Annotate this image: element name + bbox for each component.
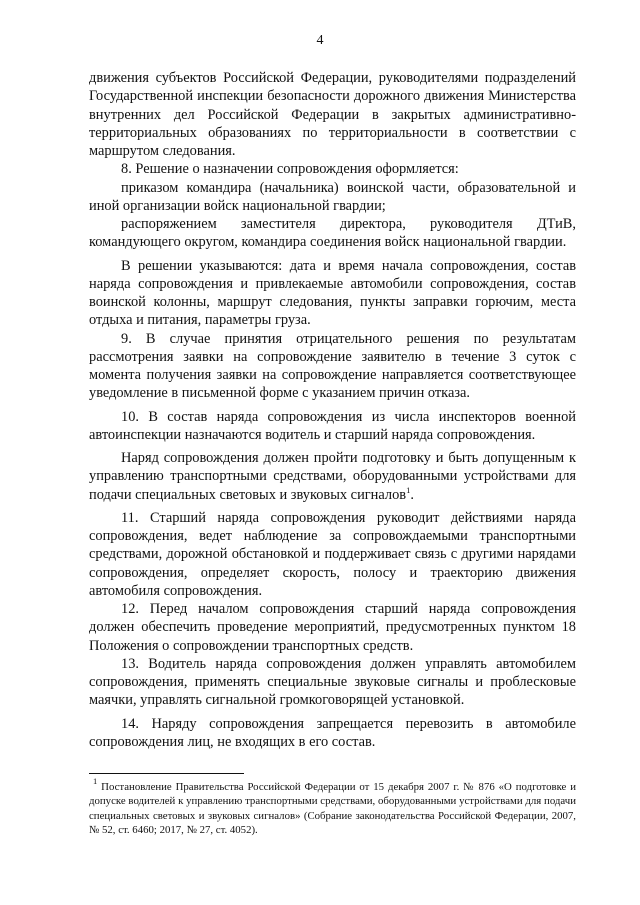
footnote-marker: 1 xyxy=(93,776,98,786)
paragraph-directive: распоряжением заместителя директора, руководителя ДТиВ, командующего округом, командира соединения войск национальной гвардии. xyxy=(89,216,576,251)
paragraph-training-end: . xyxy=(410,486,414,503)
page-number: 4 xyxy=(316,33,324,48)
paragraph-item-9: 9. В случае принятия отрицательного решения по результатам рассмотрения заявки на сопровождение заявителю в течение 3 суток с момента получения заявки на сопровождение направляется соответствующее уведомление в письменной форме с указанием причин отказа. xyxy=(89,330,576,402)
footnote-reference: 1 xyxy=(406,484,411,495)
paragraph-decision-contents: В решении указываются: дата и время начала сопровождения, состав наряда сопровождения и привлекаемые автомобили сопровождения, состав воинской колонны, маршрут следования, пункты заправки горючим, места отдыха и питания, параметры груза. xyxy=(89,257,576,329)
paragraph-item-11: 11. Старший наряда сопровождения руководит действиями наряда сопровождения, ведет наблюдение за сопровождаемыми транспортными средствами, дорожной обстановкой и поддерживает связь с другими нарядами сопровождения, определяет скорость, полосу и траекторию движения автомобиля сопровождения. xyxy=(89,509,576,599)
paragraph-training-text: Наряд сопровождения должен пройти подготовку и быть допущенным к управлению транспортными средствами, оборудованными устройствами для подачи специальных световых и звуковых сигналов xyxy=(89,450,576,503)
paragraph-item-8: 8. Решение о назначении сопровождения оформляется: xyxy=(121,161,459,178)
document-body xyxy=(89,69,576,751)
footnote-text: Постановление Правительства Российской Федерации от 15 декабря 2007 г. № 876 «О подготовке и допуске водителей к управлению транспортными средствами, оборудованными устройствами для подачи специальных световых и звуковых сигналов» (Собрание законодательства Российской Федерации, 2007, № 52, ст. 6460; 2017, № 27, ст. 4052). xyxy=(89,781,577,837)
paragraph-item-13: 13. Водитель наряда сопровождения должен управлять автомобилем сопровождения, применять специальные звуковые сигналы и проблесковые маячки, управлять сигнальной громкоговорящей установкой. xyxy=(89,655,576,709)
paragraph-order: приказом командира (начальника) воинской части, образовательной и иной организации войск национальной гвардии; xyxy=(89,179,576,214)
paragraph-item-10: 10. В состав наряда сопровождения из числа инспекторов военной автоинспекции назначаются водитель и старший наряда сопровождения. xyxy=(89,408,576,443)
footnote xyxy=(89,776,577,838)
paragraph-item-12: 12. Перед началом сопровождения старший наряда сопровождения должен обеспечить проведение мероприятий, предусмотренных пунктом 18 Положения о сопровождении транспортных средств. xyxy=(89,601,576,654)
paragraph-continuation: движения субъектов Российской Федерации, руководителями подразделений Государственной инспекции безопасности дорожного движения Министерства внутренних дел Российской Федерации в закрытых административно-территориальных образованиях по территориальности в соответствии с маршрутом следования. xyxy=(89,70,576,159)
paragraph-training xyxy=(89,449,576,504)
paragraph-item-14: 14. Наряду сопровождения запрещается перевозить в автомобиле сопровождения лиц, не входящих в его состав. xyxy=(89,715,576,750)
footnote-separator xyxy=(89,773,244,774)
